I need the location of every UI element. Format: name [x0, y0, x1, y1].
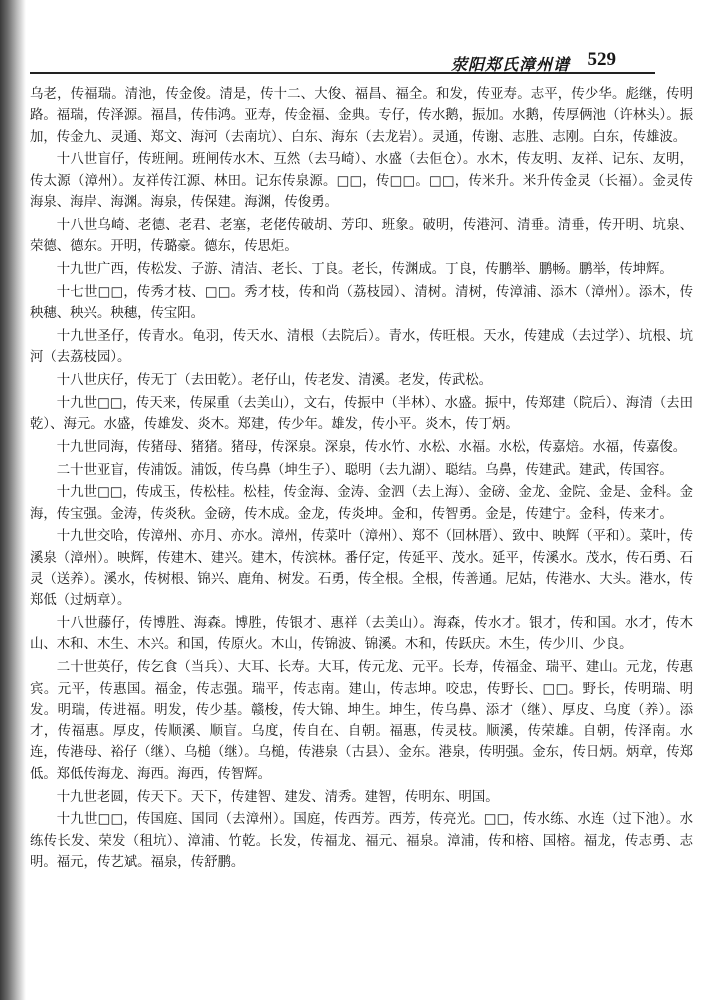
paragraph-15: 十九世老圆，传天下。天下，传建智、建发、清秀。建智，传明东、明国。 — [56, 789, 499, 805]
paragraph-14: 二十世英仔，传乞食（当兵）、大耳、长寿。大耳，传元龙、元平。长寿，传福金、瑞平、建山。元龙，传惠宾。元平，传惠国。福金，传志强。瑞平，传志南。建山，传志坤。咬忠，传野长、□□。野长，传明瑞、明发。明瑞，传进福。明发，传少基。赣梭，传大锦、坤生。坤生，传乌鼻、添才（继）、厚皮、乌度（养）。添才，传福惠。厚皮，传顺溪、顺盲。乌度，传自在、自朝。福惠，传灵枝。顺溪，传荣雄。自朝，传泽南。水连，传港母、裕仔（继）、乌槌（继）。乌槌，传港泉（古县）、金东。港泉，传明强。金东，传日炳。炳章，传郑低。郑低传海龙、海西。海西，传智辉。 — [30, 660, 693, 782]
header-rule — [30, 72, 655, 74]
paragraph-6: 十九世圣仔，传青水。龟羽，传天水、清根（去院后）。青水，传旺根。天水，传建成（去过学）、坑根、坑河（去荔枝园）。 — [30, 328, 693, 366]
paragraph-8: 十九世□□，传天来，传屎重（去美山），文右，传振中（半林）、水盛。振中，传郑建（院后）、海清（去田乾）、海元。水盛，传雄发、炎木。郑建，传少年。雄发，传小平。炎木，传丁炳。 — [30, 395, 693, 432]
page-number: 529 — [587, 49, 616, 70]
paragraph-5: 十七世□□，传秀才枝、□□。秀才枝，传和尚（荔枝园）、清树。清树，传漳浦、添木（漳州）。添木，传秧穗、秧兴。秧穗，传宝阳。 — [30, 284, 693, 321]
book-binding-shadow — [0, 0, 26, 1000]
running-title: 荥阳郑氏漳州谱 — [450, 55, 570, 74]
paragraph-12: 十九世交哈，传漳州、亦月、亦水。漳州，传菜叶（漳州）、郑不（回林厝）、致中、映辉（平和）。菜叶，传溪泉（漳州）。映辉，传建木、建兴。建木，传滨林。番仔定，传延平、茂水。延平，传溪水。茂水，传石勇、石灵（送养）。溪水，传树根、锦兴、鹿角、树发。石勇，传全根。全根，传善通。尼姑，传港水、大头。港水，传郑低（过炳章）。 — [30, 529, 693, 609]
paragraph-16: 十九世□□，传国庭、国同（去漳州）。国庭，传西芳。西芳，传亮光。□□，传水练、水连（过下池）。水练传长发、荣发（租坑）、漳浦、竹乾。长发，传福龙、福元、福泉。漳浦，传和榕、国榕。福龙，传志勇、志明。福元，传艺斌。福泉，传舒鹏。 — [30, 812, 693, 870]
paragraph-3: 十八世乌崎、老德、老君、老塞，老佬传破胡、芳印、班象。破明，传港河、清垂。清垂，传开明、坑泉、荣德、德东。开明，传璐豪。德东，传思炬。 — [30, 217, 693, 255]
paragraph-2: 十八世盲仔，传班闸。班闸传水木、互然（去马崎）、水盛（去佢仓）。水木，传友明、友祥、记东、友明，传太源（漳州）。友祥传江源、林田。记东传泉源。□□，传□□。□□，传米升。米升传金灵（长福）。金灵传海泉、海岸、海渊。海泉，传保建。海渊，传俊勇。 — [30, 152, 693, 210]
paragraph-7: 十八世庆仔，传无丁（去田乾）。老仔山，传老发、清溪。老发，传武松。 — [56, 372, 492, 388]
paragraph-1: 乌老，传福瑞。清池，传金俊。清是，传十二、大俊、福昌、福全。和发，传亚寿。志平，传少华。彪继，传明路。福瑞，传泽源。福昌，传伟鸿。亚寿，传金福、金典。专仔，传水鹅，振加。水鹅，传厚俩池（许林头）。振加，传金九、灵通、郑文、海河（去南坑）、白东、海东（去龙岩）。灵通，传谢、志胜、志刚。白东，传雄波。 — [30, 87, 693, 145]
paragraph-13: 十八世藤仔，传博胜、海森。博胜，传银才、惠祥（去美山）。海森，传水才。银才，传和国。水才，传木山、木和、木生、木兴。和国，传原火。木山，传锦波、锦溪。木和，传跃庆。木生，传少川、少良。 — [30, 616, 693, 653]
paragraph-9: 十九世同海，传猪母、猪猪。猪母，传深泉。深泉，传水竹、水松、水福。水松，传嘉焙。水福，传嘉俊。 — [56, 439, 687, 455]
paragraph-10: 二十世亚盲，传浦饭。浦饭，传乌鼻（坤生子）、聪明（去九湖）、聪结。乌鼻，传建武。建武，传国容。 — [56, 462, 673, 478]
paragraph-11: 十九世□□，传成玉，传松桂。松桂，传金海、金涛、金泗（去上海）、金磅、金龙、金院、金是、金科。金海，传宝强。金涛，传炎秋。金磅，传木成。金龙，传炎坤。金和，传智勇。金是，传建宁。金科，传来才。 — [30, 485, 693, 522]
genealogy-text — [30, 84, 693, 875]
page-header — [30, 46, 690, 74]
paragraph-4: 十九世广西，传松发、子游、清洁、老长、丁良。老长，传渊成。丁良，传鹏举、鹏畅。鹏举，传坤辉。 — [56, 261, 673, 277]
